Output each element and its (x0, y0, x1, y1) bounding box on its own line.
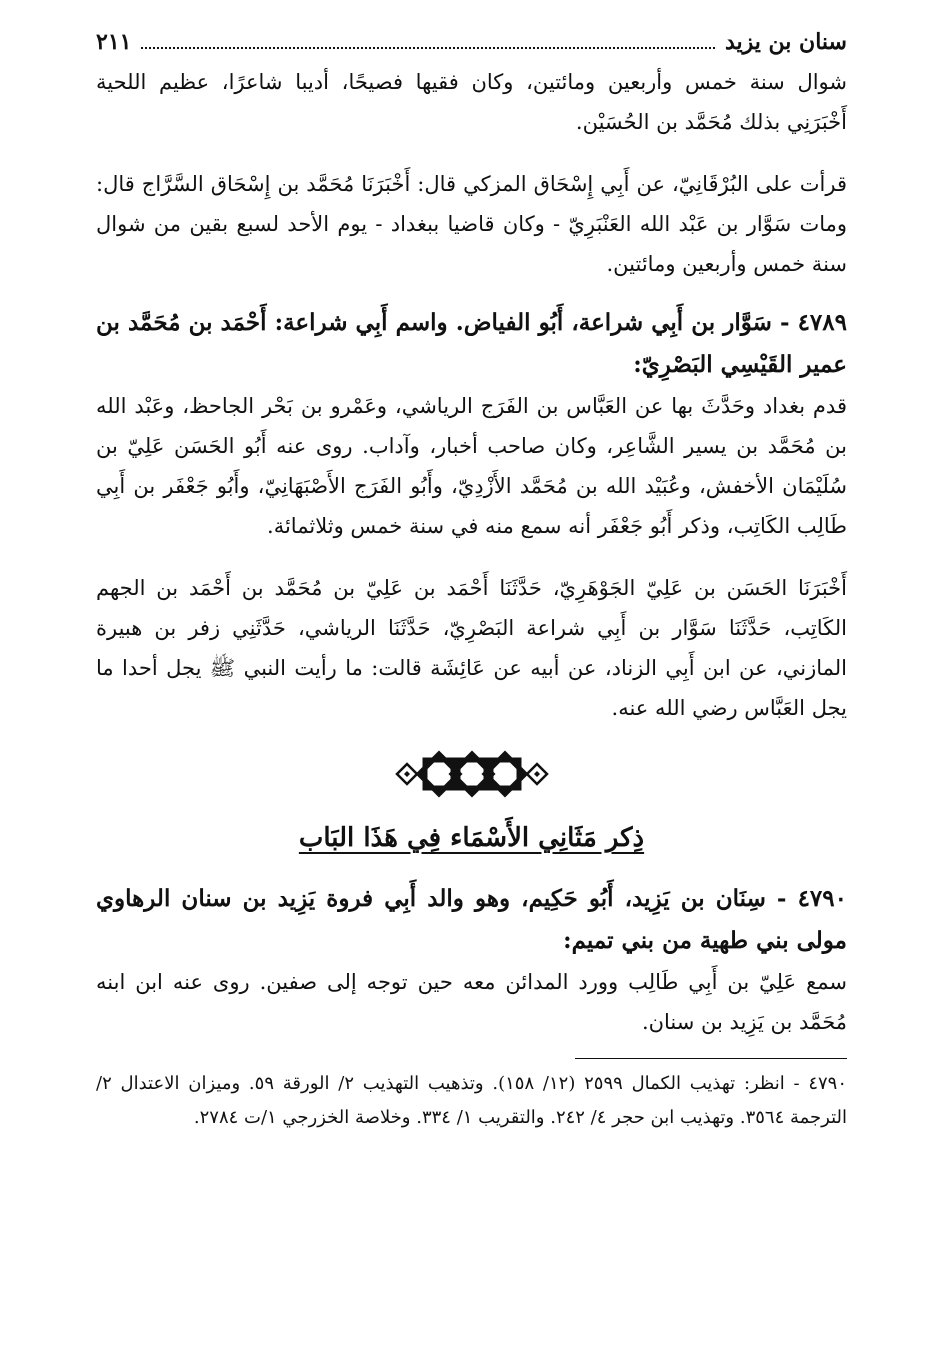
footnote-rule (575, 1058, 847, 1059)
paragraph-3: قدم بغداد وحَدَّثَ بها عن العَبَّاس بن الفَرَج الرياشي، وعَمْرو بن بَحْر الجاحظ، وعَبْد الله بن مُحَمَّد بن يسير الشَّاعِر، وكان صاحب أخبار، وآداب. روى عنه أَبُو الحَسَن عَلِيّ بن سُلَيْمَان الأخفش، وعُبَيْد الله بن مُحَمَّد الأَزْدِيّ، وأَبُو الفَرَج الأَصْبَهَانِيّ، وأَبُو جَعْفَر بن أَبِي طَالِب الكَاتِب، وذكر أَبُو جَعْفَر أنه سمع منه في سنة خمس وثلاثمائة. (96, 394, 847, 538)
section-ornament (96, 750, 847, 798)
page-number: ٢١١ (96, 29, 132, 55)
leader-dots (141, 46, 714, 49)
paragraph-2: قرأت على البُرْقَانِيّ، عن أَبِي إِسْحَاق المزكي قال: أَخْبَرَنَا مُحَمَّد بن إِسْحَاق السَّرَّاج قال: ومات سَوَّار بن عَبْد الله العَنْبَرِيّ - وكان قاضيا ببغداد - يوم الأحد لسبع بقين من شوال سنة خمس وأربعين ومائتين. (96, 172, 847, 276)
paragraph-5: سمع عَلِيّ بن أَبِي طَالِب وورد المدائن معه حين توجه إلى صفين. روى عنه ابن ابنه مُحَمَّد بن يَزِيد بن سنان. (96, 970, 847, 1034)
paragraph-1: شوال سنة خمس وأربعين ومائتين، وكان فقيها فصيحًا، أديبا شاعرًا، عظيم اللحية أَخْبَرَنِي بذلك مُحَمَّد بن الحُسَيْن. (96, 70, 847, 134)
running-head-title: سنان بن يزيد (724, 29, 847, 55)
ornament-divider-icon (387, 750, 557, 798)
section-heading: ذِكر مَثَانِي الأَسْمَاء فِي هَذَا البَاب (298, 823, 645, 853)
running-head (96, 22, 847, 62)
entry-4790-title: ٤٧٩٠ - سِنَان بن يَزِيد، أَبُو حَكِيم، وهو والد أَبِي فروة يَزِيد بن سنان الرهاوي مولى بني طهية من بني تميم: (96, 885, 847, 954)
entry-4789-title: ٤٧٨٩ - سَوَّار بن أَبِي شراعة، أَبُو الفياض. واسم أَبِي شراعة: أَحْمَد بن مُحَمَّد بن عمير القَيْسِي البَصْرِيّ: (96, 309, 847, 378)
paragraph-4: أَخْبَرَنَا الحَسَن بن عَلِيّ الجَوْهَرِيّ، حَدَّثَنَا أَحْمَد بن عَلِيّ بن مُحَمَّد بن أَحْمَد بن الجهم الكَاتِب، حَدَّثَنَا سَوَّار بن أَبِي شراعة البَصْرِيّ، حَدَّثَنَا الرياشي، حَدَّثَنِي زفر بن هبيرة المازني، عن ابن أَبِي الزناد، عن أبيه عن عَائِشَة قالت: ما رأيت النبي ﷺ يجل أحدا ما يجل العَبَّاس رضي الله عنه. (96, 576, 847, 720)
footnote: ٤٧٩٠ - انظر: تهذيب الكمال ٢٥٩٩ (١٢/ ١٥٨). وتذهيب التهذيب ٢/ الورقة ٥٩. وميزان الاعتدال ٢/ الترجمة ٣٥٦٤. وتهذيب ابن حجر ٤/ ٢٤٢. والتقريب ١/ ٣٣٤. وخلاصة الخزرجي ١/ت ٢٧٨٤. (96, 1073, 847, 1128)
